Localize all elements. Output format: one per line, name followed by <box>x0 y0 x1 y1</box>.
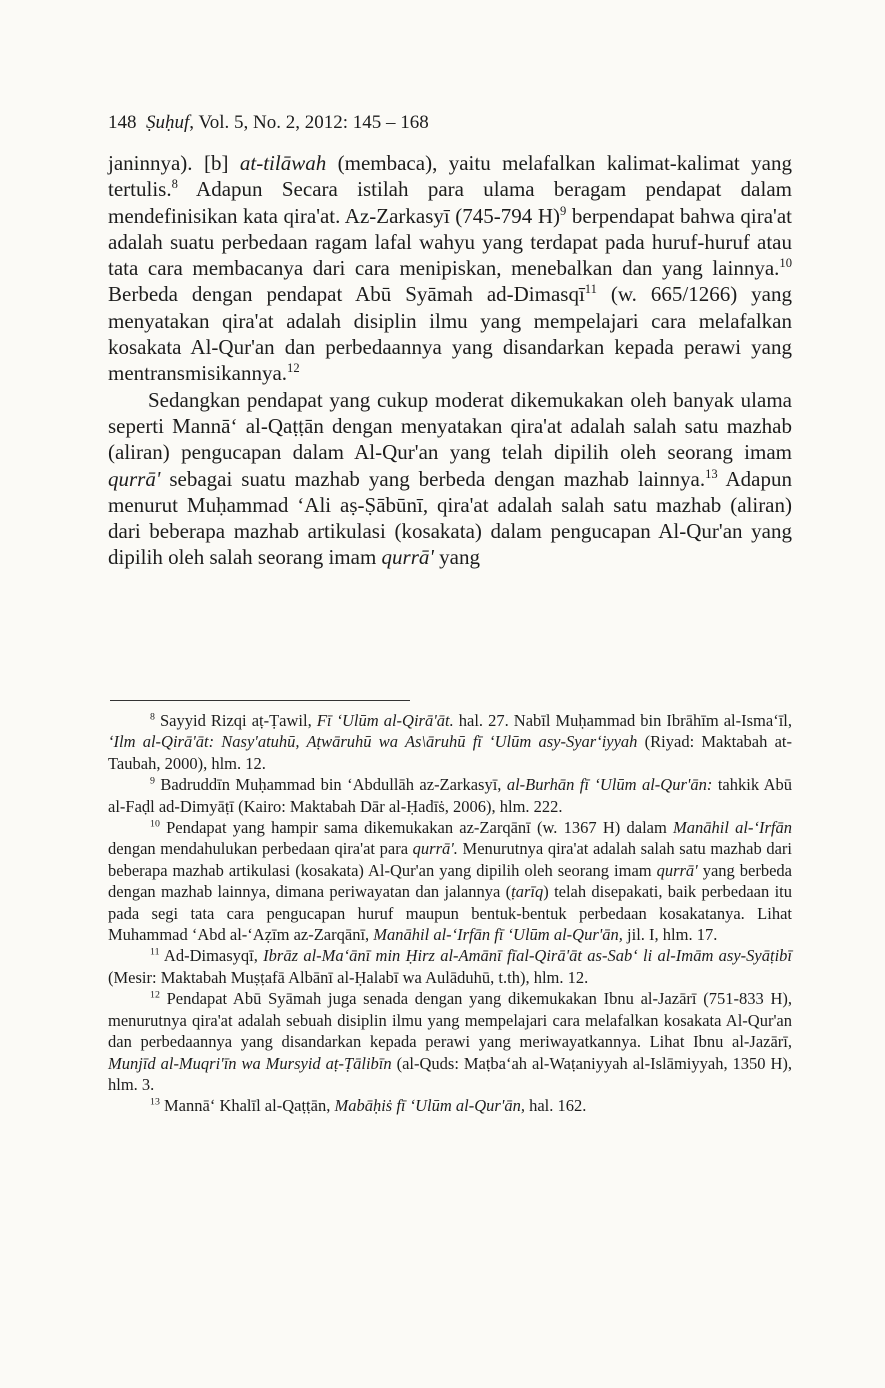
footnote-ref: 8 <box>150 711 155 723</box>
footnote-12 <box>108 988 792 1095</box>
text-run: Sayyid Rizqi aṭ-Ṭawil, <box>154 711 317 730</box>
journal-name: Ṣuḥuf <box>146 112 190 133</box>
italic-text: Ibrāz al-Ma‘ānī min Ḥirz al-Amānī fīal-Qirā'āt as-Sab‘ li al-Imām asy-Syāṭibī <box>263 946 792 966</box>
text-run: Pendapat yang hampir sama dikemukakan az-Zarqānī (w. 1367 H) dalam <box>159 818 674 838</box>
text-run: hal. 27. Nabīl Muḥammad bin Ibrāhīm al-Isma‘īl, <box>453 711 792 730</box>
footnote-ref: 10 <box>150 818 160 830</box>
footnotes <box>108 710 792 1117</box>
text-run: yang berbeda dengan mazhab lainnya, dimana periwayatan dan jalannya ( <box>108 860 792 902</box>
text-run: Adapun menurut Muḥammad ‘Ali aṣ-Ṣābūnī, qira'at adalah salah satu mazhab (aliran) dari beberapa mazhab artikulasi (kosakata) dalam pengucapan Al-Qur'an yang dipilih oleh salah seorang imam <box>108 466 792 570</box>
text-run: (w. 665/1266) yang menyatakan qira'at adalah disiplin ilmu yang mempelajari cara melafalkan kosakata Al-Qur'an dan perbedaannya yang disandarkan kepada perawi yang mentransmisikannya. <box>108 282 792 386</box>
text-run: (Riyad: Maktabah at-Taubah, 2000), hlm. 12. <box>108 732 792 773</box>
text-run: Menurutnya qira'at adalah salah satu mazhab dari beberapa mazhab artikulasi (kosakata) Al-Qur'an yang dipilih oleh seorang imam <box>108 839 792 880</box>
text-run: janinnya). [b] <box>108 151 240 175</box>
footnote-13 <box>108 1095 792 1116</box>
text-run: Berbeda dengan pendapat Abū Syāmah ad-Dimasqī <box>108 282 585 307</box>
text-run: Ad-Dimasyqī, <box>159 946 264 966</box>
footnote-ref: 11 <box>584 282 597 297</box>
text-run: Adapun Secara istilah para ulama beragam pendapat dalam mendefinisikan kata qira'at. Az-Zarkasyī (745-794 H) <box>108 177 792 228</box>
footnote-9 <box>108 774 792 817</box>
footnote-ref: 9 <box>560 203 567 218</box>
footnote-ref: 10 <box>779 256 792 271</box>
italic-text: Mabāḥiṡ fī ‘Ulūm al-Qur'ān, <box>334 1096 525 1116</box>
text-run: ) telah disepakati, baik perbedaan itu pada segi tata cara pengucapan huruf maupun bentuk-bentuk perbedaan kosakatanya. Lihat Muhammad ‘Abd al-‘Aẓīm az-Zarqānī, <box>108 882 792 945</box>
italic-text: Fī ‘Ulūm al-Qirā'āt. <box>316 711 454 730</box>
text-run: Mannā‘ Khalīl al-Qaṭṭān, <box>159 1096 335 1116</box>
footnote-ref: 12 <box>150 989 160 1001</box>
main-text <box>108 150 792 571</box>
paragraph <box>108 387 792 571</box>
italic-text: ‘Ilm al-Qirā'āt: Nasy'atuhū, Aṭwāruhū wa As\āruhū fī ‘Ulūm asy-Syar‘iyyah <box>108 732 638 752</box>
text-run: hal. 162. <box>524 1096 587 1116</box>
paragraph <box>108 150 792 387</box>
footnote-10 <box>108 817 792 945</box>
italic-text: Manāhil al-‘Irfān <box>673 818 792 838</box>
footnote-ref: 13 <box>705 466 718 481</box>
italic-text: Manāhil al-‘Irfān fī ‘Ulūm al-Qur'ān, <box>373 925 623 945</box>
text-run: yang <box>433 545 480 570</box>
text-run: (Mesir: Maktabah Muṣṭafā Albānī al-Ḥalabī wa Aulāduhū, t.th), hlm. 12. <box>108 967 589 987</box>
italic-text: at-tilāwah <box>239 151 327 175</box>
footnote-11 <box>108 945 792 988</box>
italic-text: Munjīd al-Muqri'īn wa Mursyid aṭ-Ṭālibīn <box>108 1053 392 1073</box>
footnote-separator <box>110 700 410 701</box>
text-run: berpendapat bahwa qira'at adalah suatu perbedaan ragam lafal wahyu yang terdapat pada huruf-huruf atau tata cara membacanya dari cara menipiskan, menebalkan dan yang lainnya. <box>108 203 792 281</box>
footnote-ref: 8 <box>171 177 178 192</box>
text-run: sebagai suatu mazhab yang berbeda dengan mazhab lainnya. <box>160 466 706 491</box>
text-run: (membaca), yaitu melafalkan kalimat-kalimat yang tertulis. <box>108 151 793 202</box>
text-run: jil. I, hlm. 17. <box>622 925 718 945</box>
italic-text: qurrā' <box>108 466 161 491</box>
text-run: (al-Quds: Maṭba‘ah al-Waṭaniyyah al-Islāmiyyah, 1350 H), hlm. 3. <box>108 1053 792 1094</box>
italic-text: al-Burhān fī ‘Ulūm al-Qur'ān: <box>506 775 713 795</box>
italic-text: qurrā'. <box>412 839 458 859</box>
italic-text: ṭarīq <box>511 882 544 902</box>
footnote-ref: 13 <box>150 1096 160 1108</box>
footnote-ref: 12 <box>287 361 300 376</box>
italic-text: qurrā' <box>381 545 434 570</box>
page-number: 148 <box>108 112 137 133</box>
footnote-ref: 11 <box>150 946 160 958</box>
journal-citation: , Vol. 5, No. 2, 2012: 145 – 168 <box>189 112 429 133</box>
running-header <box>108 112 429 134</box>
text-run: dengan mendahulukan perbedaan qira'at para <box>108 839 413 859</box>
italic-text: qurrā' <box>656 860 698 880</box>
text-run: Badruddīn Muḥammad bin ‘Abdullāh az-Zarkasyī, <box>154 775 507 795</box>
text-run: tahkik Abū al-Faḍl ad-Dimyāṭī (Kairo: Maktabah Dār al-Ḥadīṡ, 2006), hlm. 222. <box>108 775 792 816</box>
footnote-ref: 9 <box>150 775 155 787</box>
text-run: Sedangkan pendapat yang cukup moderat dikemukakan oleh banyak ulama seperti Mannā‘ al-Qaṭṭān dengan menyatakan qira'at adalah salah satu mazhab (aliran) pengucapan dalam Al-Qur'an yang telah dipilih oleh seorang imam <box>108 387 792 465</box>
footnote-8 <box>108 710 792 774</box>
text-run: Pendapat Abū Syāmah juga senada dengan yang dikemukakan Ibnu al-Jazārī (751-833 H), menurutnya qira'at adalah sebuah disiplin ilmu yang mempelajari cara melafalkan kosakata Al-Qur'an dan perbedaannya yang disandarkan kepada perawi yang meriwayatkannya. Lihat Ibnu al-Jazārī, <box>108 989 792 1052</box>
